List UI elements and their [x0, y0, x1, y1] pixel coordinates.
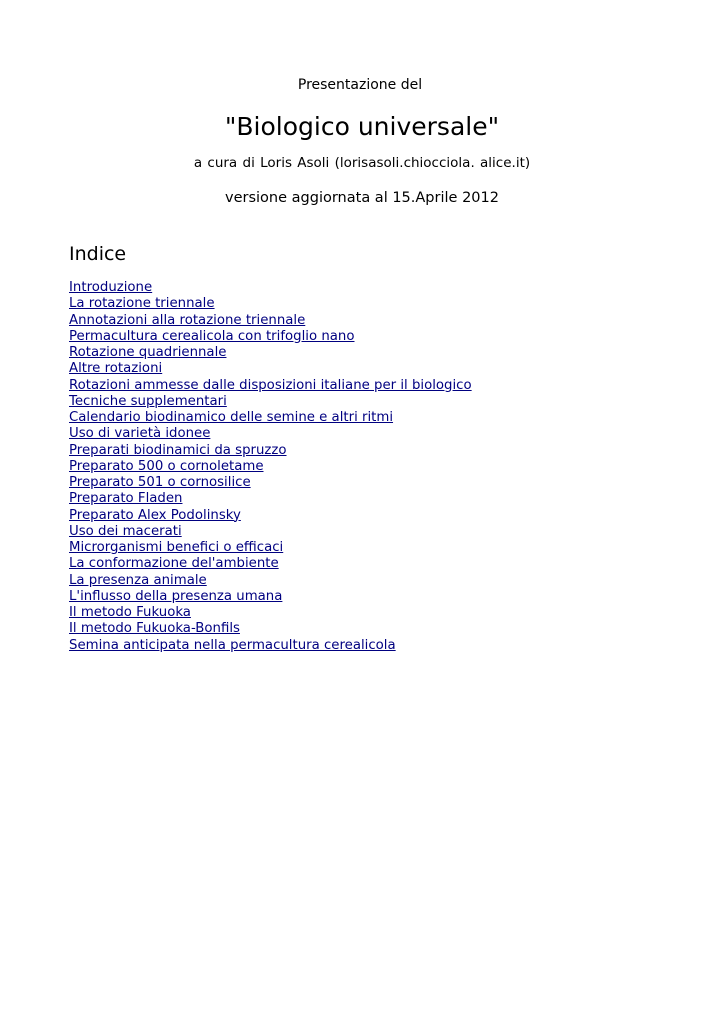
presentation-label: Presentazione del — [297, 77, 423, 93]
toc-link-preparato-501[interactable]: Preparato 501 o cornosilice — [69, 475, 251, 490]
toc-link-microrganismi[interactable]: Microrganismi benefici o efficaci — [69, 540, 284, 555]
toc-link-calendario-biodinamico[interactable]: Calendario biodinamico delle semine e altri ritmi — [69, 410, 394, 425]
toc-link-preparato-podolinsky[interactable]: Preparato Alex Podolinsky — [69, 507, 241, 523]
toc-link-conformazione-ambiente[interactable]: La conformazione del'ambiente — [69, 556, 279, 572]
toc-link-permacultura-trifoglio[interactable]: Permacultura cerealicola con trifoglio nano — [69, 328, 355, 344]
toc-link-presenza-umana[interactable]: L'influsso della presenza umana — [69, 588, 283, 604]
toc-entry — [69, 605, 472, 621]
toc-entry — [69, 394, 472, 410]
index-heading: Indice — [69, 243, 127, 265]
table-of-contents — [69, 280, 472, 654]
toc-link-introduzione[interactable]: Introduzione — [69, 280, 153, 295]
toc-entry — [69, 443, 472, 459]
toc-entry — [69, 508, 472, 524]
toc-entry — [69, 540, 472, 556]
toc-entry — [69, 638, 472, 654]
author-byline: a cura di Loris Asoli (lorisasoli.chiocciola. alice.it) — [193, 155, 531, 171]
toc-entry — [69, 524, 472, 540]
toc-entry — [69, 491, 472, 507]
toc-entry — [69, 345, 472, 361]
toc-link-rotazione-triennale[interactable]: La rotazione triennale — [69, 296, 215, 312]
toc-entry — [69, 589, 472, 605]
toc-link-preparato-500[interactable]: Preparato 500 o cornoletame — [69, 458, 264, 474]
toc-entry — [69, 296, 472, 312]
toc-link-preparato-fladen[interactable]: Preparato Fladen — [69, 491, 183, 507]
toc-entry — [69, 280, 472, 296]
toc-entry — [69, 378, 472, 394]
toc-link-rotazioni-ammesse[interactable]: Rotazioni ammesse dalle disposizioni italiane per il biologico — [69, 377, 472, 393]
toc-link-uso-macerati[interactable]: Uso dei macerati — [69, 523, 182, 539]
toc-entry — [69, 313, 472, 329]
toc-entry — [69, 573, 472, 589]
toc-entry — [69, 361, 472, 377]
toc-entry — [69, 621, 472, 637]
toc-link-metodo-fukuoka[interactable]: Il metodo Fukuoka — [69, 605, 191, 620]
toc-link-varieta-idonee[interactable]: Uso di varietà idonee — [69, 426, 211, 442]
toc-entry — [69, 410, 472, 426]
toc-link-preparati-spruzzo[interactable]: Preparati biodinamici da spruzzo — [69, 442, 287, 458]
toc-link-fukuoka-bonfils[interactable]: Il metodo Fukuoka-Bonfils — [69, 621, 240, 637]
toc-link-presenza-animale[interactable]: La presenza animale — [69, 572, 207, 588]
toc-entry — [69, 329, 472, 345]
toc-link-rotazione-quadriennale[interactable]: Rotazione quadriennale — [69, 345, 227, 360]
toc-link-altre-rotazioni[interactable]: Altre rotazioni — [69, 361, 163, 377]
toc-entry — [69, 426, 472, 442]
toc-link-tecniche-supplementari[interactable]: Tecniche supplementari — [69, 393, 227, 409]
toc-link-annotazioni-rotazione[interactable]: Annotazioni alla rotazione triennale — [69, 312, 306, 328]
toc-entry — [69, 556, 472, 572]
version-date: versione aggiornata al 15.Aprile 2012 — [225, 190, 499, 206]
document-title: "Biologico universale" — [224, 112, 500, 141]
toc-entry — [69, 475, 472, 491]
toc-entry — [69, 459, 472, 475]
toc-link-semina-anticipata[interactable]: Semina anticipata nella permacultura cerealicola — [69, 637, 396, 653]
